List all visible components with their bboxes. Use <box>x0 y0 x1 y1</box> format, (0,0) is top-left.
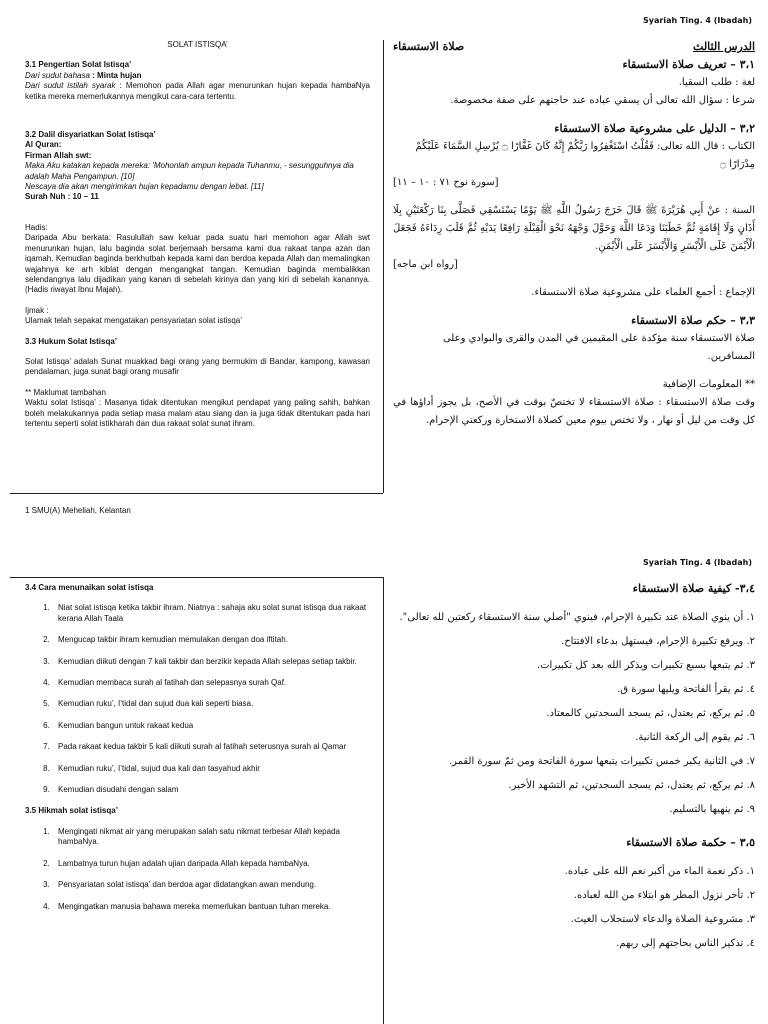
list-item: ٩. ثم ينهيها بالتسليم. <box>669 804 755 815</box>
steps-list <box>25 603 370 795</box>
column-divider-2 <box>383 577 384 1024</box>
list-item: ١. ذكر نعمة الماء من أكبر نعم الله على عباده. <box>564 866 755 877</box>
hadis-text: Daripada Abu berkata: Rasulullah saw keluar pada suatu hari memohon agar Allah swt menurunkan hujan, lalu baginda solat berjemaah bersama kami dua rakaat tanpa azan dan iqamah. Kemudian baginda berkhutbah kepada kami dan berdoa kepada Allah dan memalingkan wajahnya ke arh kiblat dengan mengangkat tangan. Kemudian baginda membalikkan selendangnya lalu dijadikan yang kanan di sebelah kirinya dan yang kiri di sebelah kanannya. (Hadis riwayat Ibnu Majah). <box>25 233 370 295</box>
ar-section-3-1-heading: ٣،١ – تعريف صلاة الاستسقاء <box>622 58 755 71</box>
ar-hukm: صلاة الاستسقاء سنة مؤكدة على المقيمين في المدن والقرى والبوادي وعلى المسافرين. <box>442 333 755 362</box>
ar-sunnah-reference: [رواه ابن ماجه] <box>393 259 458 270</box>
section-3-2-heading: 3.2 Dalil disyariatkan Solat Istisqa’ <box>25 130 156 140</box>
definition-bahasa: Dari sudut bahasa : Minta hujan <box>25 70 142 80</box>
ar-section-3-5-heading: ٣،٥ – حكمة صلاة الاستسقاء <box>626 836 755 849</box>
list-item: ٧. في الثانية يكبر خمس تكبيرات يتبعها سورة الفاتحة ومن ثمّ سورة القمر. <box>448 756 755 767</box>
maklumat-label: ** Maklumat tambahan <box>25 387 106 397</box>
hadis-label: Hadis: <box>25 222 48 232</box>
hukum-text: Solat Istisqa’ adalah Sunat muakkad bagi orang yang bermukim di Bandar, kampong, kawasan pendalaman, juga sunat bagi orang musafir <box>25 356 370 377</box>
list-item: ٤. ثم يقرأ الفاتحة ويليها سورة ق. <box>617 684 755 695</box>
arabic-column-2 <box>393 580 755 958</box>
surah-reference: Surah Nuh : 10 – 11 <box>25 192 99 202</box>
list-item: ٣. مشروعية الصلاة والدعاء لاستجلاب الغيث. <box>570 914 755 925</box>
list-item: ٢. تأخر نزول المطر هو ابتلاء من الله لعباده. <box>573 890 755 901</box>
list-item: 4. Kemudian membaca surah al fatihah dan selepasnya surah Qaf. <box>52 678 370 688</box>
section-3-4-heading: 3.4 Cara menunaikan solat istisqa <box>25 583 154 592</box>
list-item: 3. Pensyariatan solat istisqa’ dan berdoa agar didatangkan awan mendung. <box>52 880 370 890</box>
malay-column-2 <box>25 583 370 923</box>
lesson-title: صلاة الاستسقاء <box>393 40 465 53</box>
list-item: 2. Mengucap takbir ihram kemudian memulakan dengan doa iftitah. <box>52 635 370 645</box>
ar-steps-list <box>393 608 755 820</box>
ar-hikmah-list <box>393 862 755 954</box>
firman-label: Firman Allah swt: <box>25 150 92 160</box>
firman-verse-11: Nescaya dia akan mengirimkan hujan kepadamu dengan lebat. [11] <box>25 182 264 192</box>
ijmak-label: Ijmak : <box>25 305 49 315</box>
ar-section-3-3-heading: ٣،٣ – حكم صلاة الاستسقاء <box>631 314 755 327</box>
list-item: 7. Pada rakaat kedua takbir 5 kali diikuti surah al fatihah seterusnya surah al Qamar <box>52 742 370 752</box>
section-3-5-heading: 3.5 Hikmah solat istisqa’ <box>25 806 118 816</box>
page-header: Syariah Ting. 4 (Ibadah) <box>643 16 752 25</box>
ar-kitab-reference: [سورة نوح ٧١ : ١٠ – ١١] <box>393 177 499 188</box>
ar-shara: شرعا : سؤال الله تعالى أن يسقي عباده عند حاجتهم على صفة مخصوصة. <box>450 95 755 106</box>
alquran-label: Al Quran: <box>25 140 62 150</box>
list-item: 1. Mengingati nikmat air yang merupakan salah satu nikmat terbesar Allah kepada hambaNya. <box>52 827 370 848</box>
firman-verse-10: Maka Aku katakan kepada mereka: 'Mohonlah ampun kepada Tuhanmu, - sesungguhnya dia adalah Maha Pengampun. [10] <box>25 161 354 181</box>
list-item: 6. Kemudian bangun untuk rakaat kedua <box>52 721 370 731</box>
list-item: ١. أن ينوي الصلاة عند تكبيرة الإحرام، فينوي "أصلي سنة الاستسقاء ركعتين لله تعالى". <box>399 612 755 623</box>
list-item: ٣. ثم يتبعها بسبع تكبيرات ويذكر الله بعد كل تكبيرات. <box>536 660 755 671</box>
list-item: 3. Kemudian diikuti dengan 7 kali takbir dan berzikir kepada Allah selepas setiap takbir. <box>52 657 370 667</box>
ar-sunnah: السنة : عنْ أَبِي هُرَيْرَةَ ﷺ قَالَ خَرَجَ رَسُولُ اللَّهِ ﷺ يَوْمًا يَسْتَسْقِي فَصَلَّى بِنَا رَكْعَتَيْنِ بِلَا أَذَانٍ وَلَا إِقَامَةٍ ثُمَّ خَطَبَنَا وَدَعَا اللَّهَ وَحَوَّلَ وَجْهَهُ نَحْوَ الْقِبْلَةِ رَافِعًا يَدَيْهِ ثُمَّ قَلَبَ رِدَاءَهُ فَجَعَلَ الْأَيْمَنَ عَلَى الْأَيْسَرِ وَالْأَيْسَرَ عَلَى الْأَيْمَنِ. <box>393 205 755 252</box>
ijmak-text: Ulamak telah sepakat mengatakan pensyariatan solat istisqa’ <box>25 316 243 326</box>
list-item: ٥. ثم يركع، ثم يعتدل، ثم يسجد السجدتين كالمعتاد. <box>546 708 755 719</box>
list-item: ٢. ويرفع تكبيرة الإحرام، فيستهل بدعاء الافتتاح. <box>561 636 755 647</box>
page-header-2: Syariah Ting. 4 (Ibadah) <box>643 558 752 567</box>
list-item: 9. Kemudian disudahi dengan salam <box>52 785 370 795</box>
hikmah-list <box>25 827 370 912</box>
ar-maalumat: ** المعلومات الإضافية <box>662 379 755 390</box>
list-item: 1. Niat solat istisqa ketika takbir ihram. Niatnya : sahaja aku solat sunat istisqa dua rakaat kerana Allah Taala <box>52 603 370 624</box>
section-3-1-heading: 3.1 Pengertian Solat Istisqa’ <box>25 60 132 70</box>
arabic-column <box>393 38 755 430</box>
ar-waqt: وقت صلاة الاستسقاء : صلاة الاستسقاء لا تختصّ بوقت في الأصح، بل يجوز أداؤها في كل وقت من ليل أو نهار ، ولا تختص بيوم معين كصلاة الاستخارة وركعتي الإحرام. <box>393 397 755 426</box>
list-item: ٤. تذكير الناس بحاجتهم إلى ربهم. <box>616 938 755 949</box>
ar-lugha: لغة : طلب السقيا. <box>678 77 755 88</box>
list-item: ٨. ثم يركع، ثم يعتدل، ثم يسجد السجدتين، ثم التشهد الأخير. <box>508 780 755 791</box>
malay-column <box>25 40 370 429</box>
page-footer: 1 SMU(A) Meheliah, Kelantan <box>25 506 131 515</box>
list-item: 4. Mengingatkan manusia bahawa mereka memerlukan bantuan tuhan mereka. <box>52 902 370 912</box>
top-rule <box>10 577 383 578</box>
ar-section-3-2-heading: ٣،٢ – الدليل على مشروعية صلاة الاستسقاء <box>554 122 755 135</box>
list-item: ٦. ثم يقوم إلى الركعة الثانية. <box>635 732 755 743</box>
list-item: 5. Kemudian ruku’, I’tidal dan sujud dua kali seperti biasa. <box>52 699 370 709</box>
section-3-3-heading: 3.3 Hukum Solat Istisqa’ <box>25 336 118 346</box>
lesson-header <box>393 38 755 56</box>
column-divider <box>383 40 384 493</box>
doc-title: SOLAT ISTISQA’ <box>167 40 228 49</box>
ar-ijma: الإجماع : أجمع العلماء على مشروعية صلاة الاستسقاء. <box>531 287 755 298</box>
ar-kitab: الكتاب : قال الله تعالى: فَقُلْتُ اسْتَغْفِرُوا رَبَّكُمْ إِنَّهُ كَانَ غَفَّارًا ۝ يُرْسِلِ السَّمَاءَ عَلَيْكُمْ مِدْرَارًا ۝ <box>415 141 755 170</box>
definition-istilah: Dari sudut istilah syarak : Memohon pada Allah agar menurunkan hujan kepada hambaNya ketika mereka memerlukannya mengikut cara-cara tertentu. <box>25 81 370 101</box>
lesson-label: الدرس الثالث <box>693 40 755 53</box>
waktu-text: Waktu solat Istisqa’ : Masanya tidak ditentukan mengikut pendapat yang paling sahih, bahkan boleh melakukannya pada setiap masa malam atau siang dan ia juga tidak ditentukan pada hari tertentu seperti solat istikharah dan dua rakaat solat sunat ihram. <box>25 398 370 428</box>
list-item: 2. Lambatnya turun hujan adalah ujian daripada Allah kepada hambaNya. <box>52 859 370 869</box>
ar-section-3-4-heading: ٣،٤- كيفية صلاة الاستسقاء <box>632 582 755 595</box>
page-2 <box>0 520 768 1024</box>
list-item: 8. Kemudian ruku’, I’tidal, sujud dua kali dan tasyahud akhir <box>52 764 370 774</box>
bottom-rule <box>10 493 383 494</box>
